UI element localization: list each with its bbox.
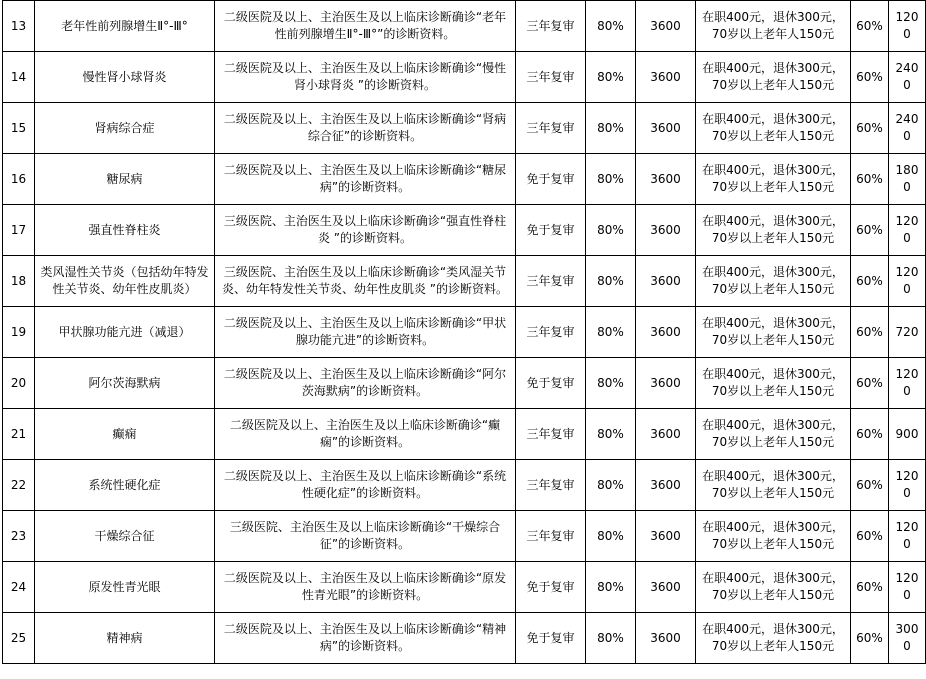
payment-cap: 1200: [889, 358, 926, 409]
deductible-threshold: 在职400元，退休300元，70岁以上老年人150元: [696, 307, 851, 358]
disease-name: 肾病综合症: [35, 103, 215, 154]
row-number: 24: [3, 562, 35, 613]
deductible-threshold: 在职400元，退休300元，70岁以上老年人150元: [696, 154, 851, 205]
disease-name: 系统性硬化症: [35, 460, 215, 511]
payment-cap: 1200: [889, 256, 926, 307]
annual-limit: 3600: [636, 358, 696, 409]
payment-cap: 900: [889, 409, 926, 460]
table-row: [3, 256, 926, 307]
deductible-threshold: 在职400元，退休300元，70岁以上老年人150元: [696, 460, 851, 511]
disease-name: 糖尿病: [35, 154, 215, 205]
table-row: [3, 409, 926, 460]
payment-rate: 60%: [851, 409, 889, 460]
row-number: 13: [3, 1, 35, 52]
row-number: 20: [3, 358, 35, 409]
review-policy: 三年复审: [516, 52, 586, 103]
reimbursement-percent: 80%: [586, 307, 636, 358]
disease-name: 原发性青光眼: [35, 562, 215, 613]
disease-name: 癫痫: [35, 409, 215, 460]
annual-limit: 3600: [636, 103, 696, 154]
table-row: [3, 52, 926, 103]
reimbursement-percent: 80%: [586, 256, 636, 307]
disease-name: 强直性脊柱炎: [35, 205, 215, 256]
row-number: 19: [3, 307, 35, 358]
diagnosis-criteria: 二级医院及以上、主治医生及以上临床诊断确诊“阿尔茨海默病”的诊断资料。: [215, 358, 516, 409]
table-row: [3, 562, 926, 613]
diagnosis-criteria: 二级医院及以上、主治医生及以上临床诊断确诊“原发性青光眼”的诊断资料。: [215, 562, 516, 613]
deductible-threshold: 在职400元，退休300元，70岁以上老年人150元: [696, 52, 851, 103]
payment-rate: 60%: [851, 52, 889, 103]
payment-rate: 60%: [851, 103, 889, 154]
deductible-threshold: 在职400元，退休300元，70岁以上老年人150元: [696, 409, 851, 460]
review-policy: 三年复审: [516, 307, 586, 358]
payment-cap: 1200: [889, 511, 926, 562]
annual-limit: 3600: [636, 256, 696, 307]
review-policy: 免于复审: [516, 358, 586, 409]
table-row: [3, 103, 926, 154]
row-number: 21: [3, 409, 35, 460]
deductible-threshold: 在职400元，退休300元，70岁以上老年人150元: [696, 613, 851, 664]
table-row: [3, 1, 926, 52]
table-row: [3, 613, 926, 664]
reimbursement-percent: 80%: [586, 205, 636, 256]
table-row: [3, 511, 926, 562]
table-row: [3, 154, 926, 205]
payment-rate: 60%: [851, 256, 889, 307]
payment-cap: 720: [889, 307, 926, 358]
review-policy: 免于复审: [516, 562, 586, 613]
payment-cap: 1200: [889, 205, 926, 256]
diagnosis-criteria: 三级医院、主治医生及以上临床诊断确诊“强直性脊柱炎 ”的诊断资料。: [215, 205, 516, 256]
diagnosis-criteria: 二级医院及以上、主治医生及以上临床诊断确诊“糖尿病”的诊断资料。: [215, 154, 516, 205]
diagnosis-criteria: 三级医院、主治医生及以上临床诊断确诊“类风湿关节炎、幼年特发性关节炎、幼年性皮肌炎 ”的诊断资料。: [215, 256, 516, 307]
payment-cap: 1200: [889, 1, 926, 52]
review-policy: 免于复审: [516, 154, 586, 205]
diagnosis-criteria: 二级医院及以上、主治医生及以上临床诊断确诊“慢性肾小球肾炎 ”的诊断资料。: [215, 52, 516, 103]
payment-cap: 2400: [889, 103, 926, 154]
payment-rate: 60%: [851, 613, 889, 664]
row-number: 18: [3, 256, 35, 307]
diagnosis-criteria: 三级医院、主治医生及以上临床诊断确诊“干燥综合征”的诊断资料。: [215, 511, 516, 562]
payment-rate: 60%: [851, 154, 889, 205]
payment-cap: 2400: [889, 52, 926, 103]
disease-name: 精神病: [35, 613, 215, 664]
row-number: 25: [3, 613, 35, 664]
review-policy: 三年复审: [516, 460, 586, 511]
diagnosis-criteria: 二级医院及以上、主治医生及以上临床诊断确诊“癫痫”的诊断资料。: [215, 409, 516, 460]
table-row: [3, 205, 926, 256]
payment-rate: 60%: [851, 562, 889, 613]
annual-limit: 3600: [636, 205, 696, 256]
reimbursement-percent: 80%: [586, 103, 636, 154]
table-row: [3, 460, 926, 511]
disease-name: 阿尔茨海默病: [35, 358, 215, 409]
diagnosis-criteria: 二级医院及以上、主治医生及以上临床诊断确诊“精神病”的诊断资料。: [215, 613, 516, 664]
payment-cap: 1200: [889, 562, 926, 613]
annual-limit: 3600: [636, 1, 696, 52]
deductible-threshold: 在职400元，退休300元，70岁以上老年人150元: [696, 562, 851, 613]
deductible-threshold: 在职400元，退休300元，70岁以上老年人150元: [696, 1, 851, 52]
table-body: [3, 1, 926, 664]
row-number: 16: [3, 154, 35, 205]
annual-limit: 3600: [636, 409, 696, 460]
review-policy: 三年复审: [516, 103, 586, 154]
payment-rate: 60%: [851, 460, 889, 511]
deductible-threshold: 在职400元，退休300元，70岁以上老年人150元: [696, 205, 851, 256]
deductible-threshold: 在职400元，退休300元，70岁以上老年人150元: [696, 511, 851, 562]
payment-rate: 60%: [851, 205, 889, 256]
annual-limit: 3600: [636, 511, 696, 562]
disease-name: 慢性肾小球肾炎: [35, 52, 215, 103]
deductible-threshold: 在职400元，退休300元，70岁以上老年人150元: [696, 256, 851, 307]
row-number: 14: [3, 52, 35, 103]
review-policy: 三年复审: [516, 409, 586, 460]
review-policy: 免于复审: [516, 613, 586, 664]
review-policy: 三年复审: [516, 1, 586, 52]
deductible-threshold: 在职400元，退休300元，70岁以上老年人150元: [696, 358, 851, 409]
review-policy: 三年复审: [516, 256, 586, 307]
payment-cap: 1200: [889, 460, 926, 511]
reimbursement-percent: 80%: [586, 409, 636, 460]
annual-limit: 3600: [636, 613, 696, 664]
table-row: [3, 307, 926, 358]
chronic-disease-table: [2, 0, 926, 664]
reimbursement-percent: 80%: [586, 358, 636, 409]
table-row: [3, 358, 926, 409]
review-policy: 三年复审: [516, 511, 586, 562]
reimbursement-percent: 80%: [586, 52, 636, 103]
reimbursement-percent: 80%: [586, 613, 636, 664]
payment-cap: 1800: [889, 154, 926, 205]
annual-limit: 3600: [636, 307, 696, 358]
payment-cap: 3000: [889, 613, 926, 664]
reimbursement-percent: 80%: [586, 1, 636, 52]
reimbursement-percent: 80%: [586, 511, 636, 562]
diagnosis-criteria: 二级医院及以上、主治医生及以上临床诊断确诊“甲状腺功能亢进”的诊断资料。: [215, 307, 516, 358]
disease-name: 甲状腺功能亢进（减退）: [35, 307, 215, 358]
disease-name: 干燥综合征: [35, 511, 215, 562]
disease-name: 类风湿性关节炎（包括幼年特发性关节炎、幼年性皮肌炎）: [35, 256, 215, 307]
reimbursement-percent: 80%: [586, 562, 636, 613]
deductible-threshold: 在职400元，退休300元，70岁以上老年人150元: [696, 103, 851, 154]
diagnosis-criteria: 二级医院及以上、主治医生及以上临床诊断确诊“系统性硬化症”的诊断资料。: [215, 460, 516, 511]
annual-limit: 3600: [636, 52, 696, 103]
annual-limit: 3600: [636, 460, 696, 511]
annual-limit: 3600: [636, 154, 696, 205]
payment-rate: 60%: [851, 358, 889, 409]
row-number: 22: [3, 460, 35, 511]
annual-limit: 3600: [636, 562, 696, 613]
reimbursement-percent: 80%: [586, 460, 636, 511]
reimbursement-percent: 80%: [586, 154, 636, 205]
row-number: 23: [3, 511, 35, 562]
review-policy: 免于复审: [516, 205, 586, 256]
diagnosis-criteria: 二级医院及以上、主治医生及以上临床诊断确诊“老年性前列腺增生Ⅱ°-Ⅲ°”的诊断资料。: [215, 1, 516, 52]
payment-rate: 60%: [851, 307, 889, 358]
payment-rate: 60%: [851, 1, 889, 52]
row-number: 17: [3, 205, 35, 256]
disease-name: 老年性前列腺增生Ⅱ°-Ⅲ°: [35, 1, 215, 52]
payment-rate: 60%: [851, 511, 889, 562]
row-number: 15: [3, 103, 35, 154]
diagnosis-criteria: 二级医院及以上、主治医生及以上临床诊断确诊“肾病综合征”的诊断资料。: [215, 103, 516, 154]
